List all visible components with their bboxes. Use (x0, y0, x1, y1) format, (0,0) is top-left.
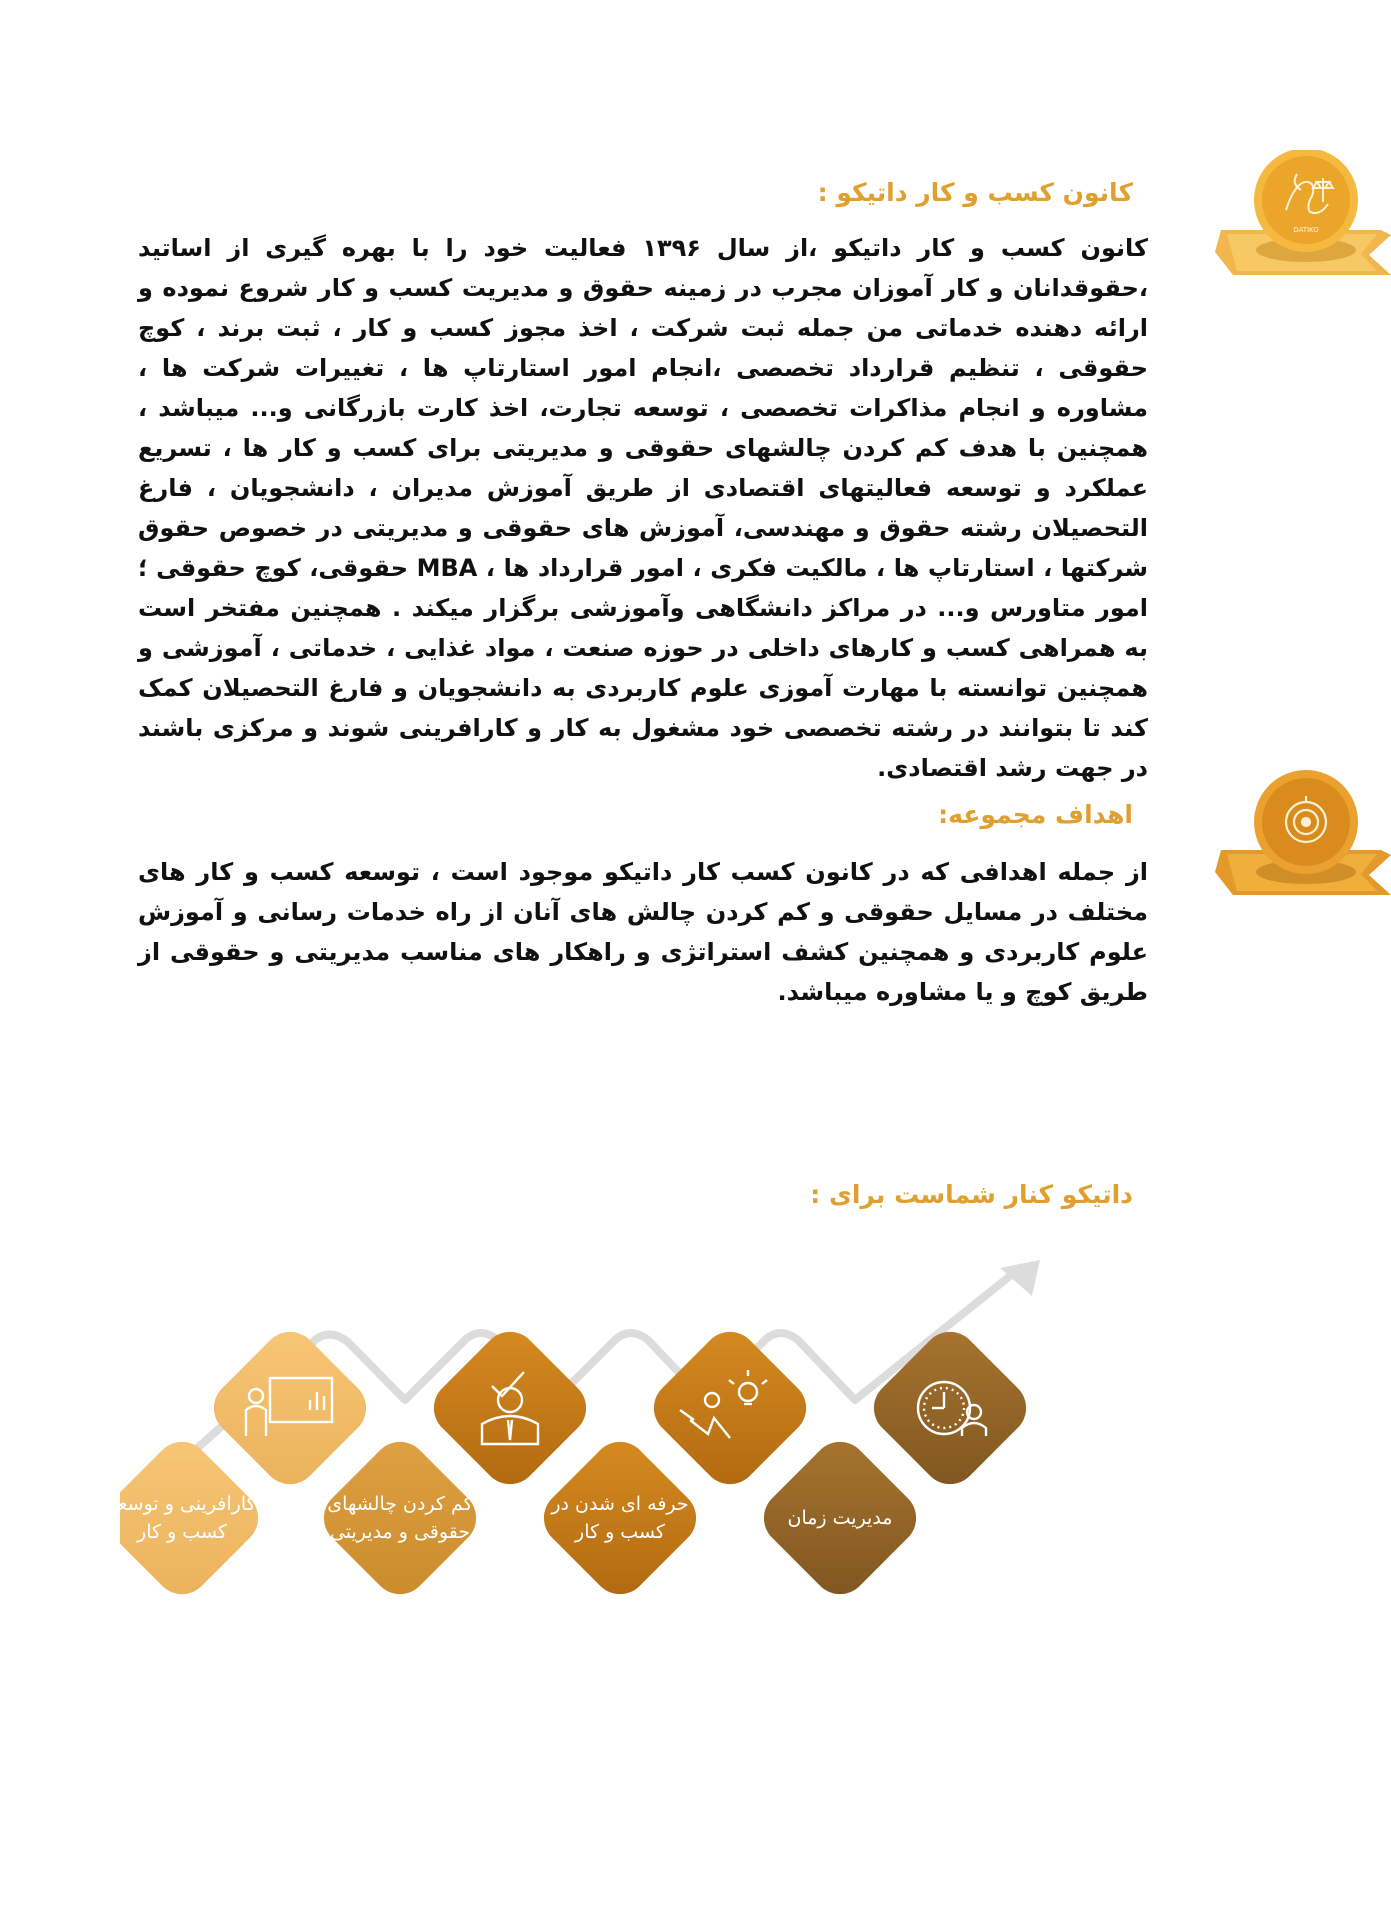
benefits-diagram (108, 1260, 1130, 1620)
section2-title: اهداف مجموعه: (938, 800, 1133, 829)
benefit-label-2: حرفه ای شدن در کسب و کار (551, 1493, 689, 1543)
tile-idea-person (642, 1320, 817, 1495)
benefit-label-3: کم کردن چالشهای حقوقی و مدیریتی (327, 1493, 473, 1543)
benefit-label-4: کارافرینی و توسعه کسب و کار (108, 1493, 256, 1543)
section2-body: از جمله اهدافی که در کانون کسب کار داتیکو موجود است ، توسعه کسب و کار های مختلف در مسایل حقوقی و کم کردن چالش های آنان از راه خدمات رسانی و آموزش علوم کاربردی و همچنین کشف استراتژی و راهکار های مناسب مدیریتی و حقوقی از طریق کوچ و یا مشاوره میباشد. (138, 858, 1148, 1006)
section1-body: کانون کسب و کار داتیکو ،از سال ۱۳۹۶ فعالیت خود را با بهره گیری از اساتید ،حقوقدانان و کار آموزان مجرب در زمینه حقوق و مدیریت کسب و کار شروع نموده و ارائه دهنده خدماتی من جمله ثبت شرکت ، اخذ مجوز کسب و کار ، ثبت برند ، کوچ حقوقی ، تنظیم قرارداد تخصصی ،انجام امور استارتاپ ها ، تغییرات شرکت ها ، مشاوره و انجام مذاکرات تخصصی ، توسعه تجارت، اخذ کارت بازرگانی و... میباشد ، همچنین با هدف کم کردن چالشهای حقوقی و مدیریتی برای کسب و کار ها ، تسریع عملکرد و توسعه فعالیتهای اقتصادی از طریق آموزش مدیران ، دانشجویان ، فارغ التحصیلان رشته حقوق و مهندسی، آموزش های حقوقی و مدیریتی در خصوص حقوق شرکتها ، استارتاپ ها ، مالکیت فکری ، امور قرارداد ها ، MBA حقوقی، کوچ حقوقی ؛امور متاورس و... در مراکز دانشگاهی وآموزشی برگزار میکند . همچنین مفتخر است به همراهی کسب و کارهای داخلی در حوزه صنعت ، مواد غذایی ، خدماتی ، آموزشی و همچنین توانسته با مهارت آموزی علوم کاربردی به دانشجویان و فارغ التحصیلان کمک کند تا بتوانند در رشته تخصصی خود مشغول به کار و کارافرینی شوند و مرکزی باشند در جهت رشد اقتصادی. (138, 234, 1148, 782)
logo-brand-text: DATIKO (1293, 226, 1319, 234)
section2-badge (1191, 770, 1391, 910)
section1-badge (1191, 150, 1391, 290)
tile-business-person (422, 1320, 597, 1495)
section1-title: کانون کسب و کار داتیکو : (817, 178, 1133, 207)
benefit-label-1: مدیریت زمان (787, 1507, 893, 1529)
section3-title: داتیکو کنار شماست برای : (810, 1180, 1133, 1209)
tile-time (862, 1320, 1037, 1495)
